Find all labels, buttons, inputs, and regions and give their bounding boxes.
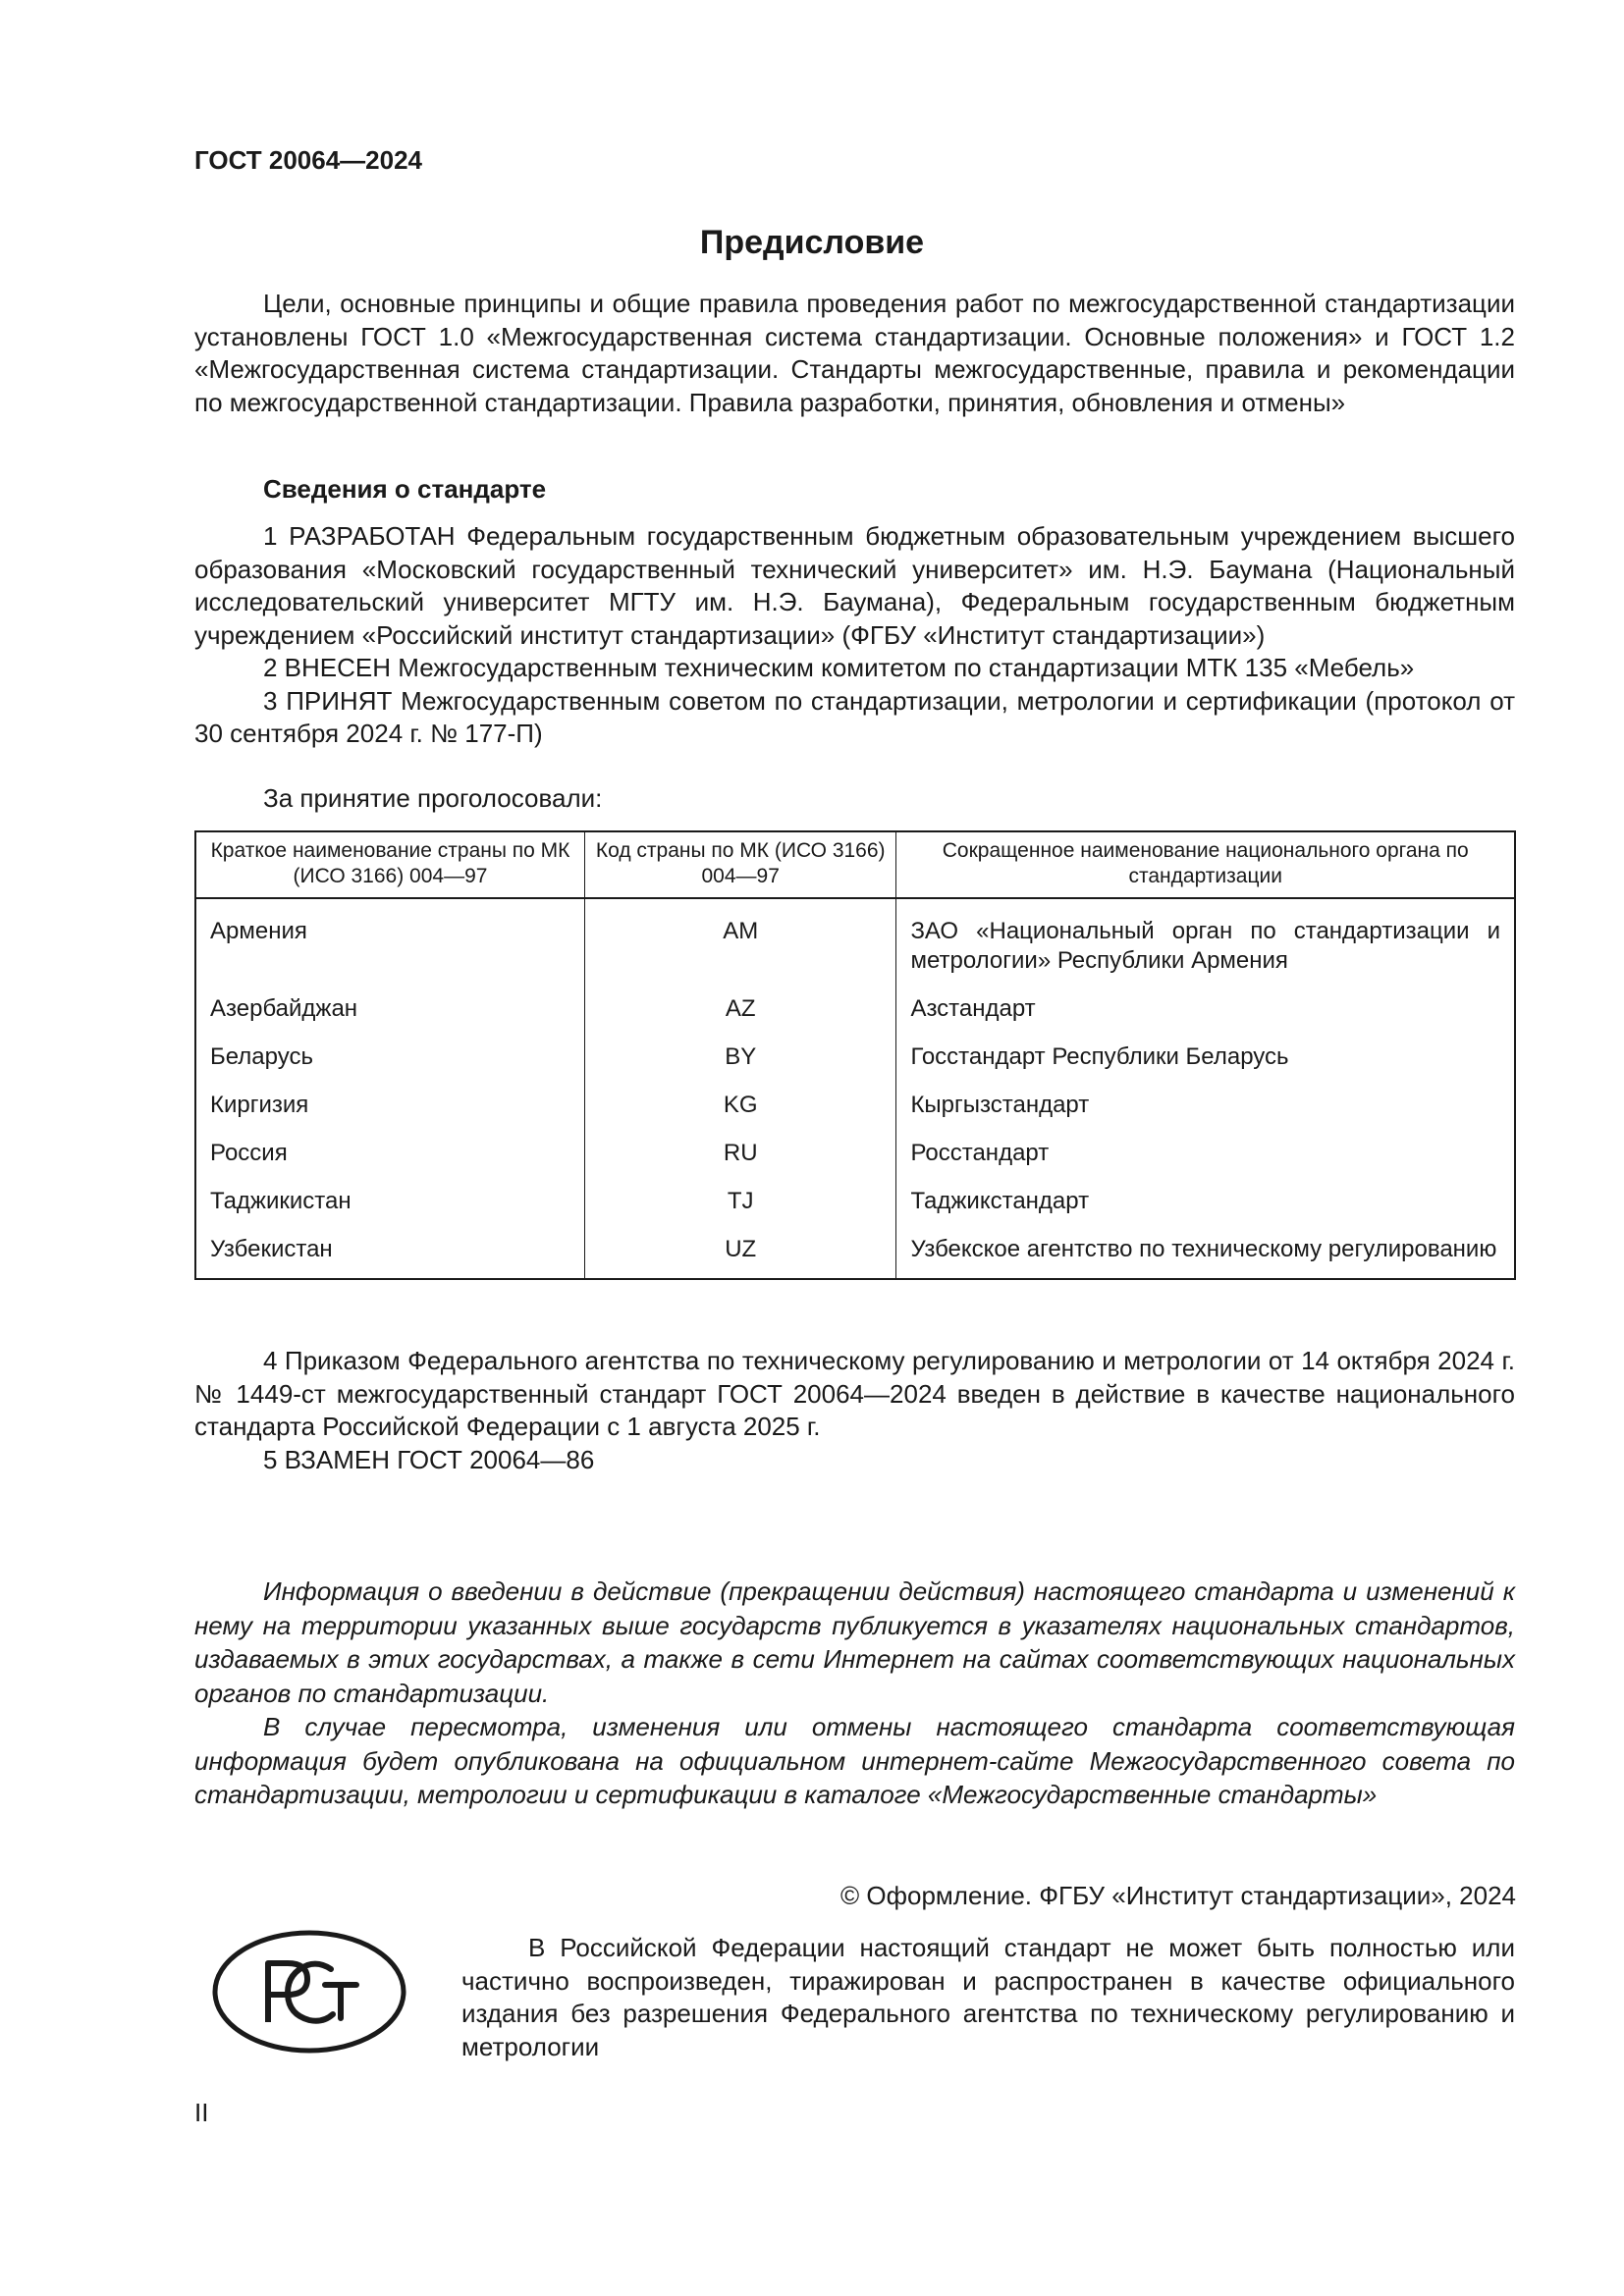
copyright-notice: © Оформление. ФГБУ «Институт стандартизации», 2024	[840, 1881, 1516, 1910]
pct-certification-mark-icon	[211, 1928, 407, 2062]
table-row	[195, 1024, 1515, 1072]
header-national-body: Сокращенное наименование национального органа по стандартизации	[896, 831, 1515, 898]
legal-notice: В Российской Федерации настоящий стандарт не может быть полностью или частично воспроизведен, тиражирован и распространен в качестве официального издания без разрешения Федерального агентства по техническому регулированию и метрологии	[461, 1933, 1515, 2061]
info-notes	[194, 1575, 1515, 1812]
code-cell: TJ	[584, 1168, 895, 1216]
votes-table	[194, 830, 1516, 1280]
code-cell: UZ	[584, 1216, 895, 1279]
body-cell: ЗАО «Национальный орган по стандартизации и метрологии» Республики Армения	[896, 898, 1515, 976]
table-row	[195, 898, 1515, 976]
info-note-2: В случае пересмотра, изменения или отмены настоящего стандарта соответствующая информация будет опубликована на официальном интернет-сайте Межгосударственного совета по стандартизации, метрологии и сертификации в каталоге «Межгосударственные стандарты»	[194, 1712, 1515, 1809]
info-item-5: 5 ВЗАМЕН ГОСТ 20064—86	[263, 1444, 595, 1474]
code-cell: KG	[584, 1072, 895, 1120]
country-cell: Беларусь	[210, 1043, 313, 1070]
table-row	[195, 1168, 1515, 1216]
table-row	[195, 1072, 1515, 1120]
body-cell: Кыргызстандарт	[896, 1072, 1515, 1120]
country-cell: Армения	[210, 918, 307, 944]
country-cell: Таджикистан	[210, 1188, 352, 1214]
standard-info-heading: Сведения о стандарте	[263, 474, 547, 504]
page-title: Предисловие	[699, 224, 925, 261]
code-cell: AZ	[584, 976, 895, 1024]
body-cell: Узбекское агентство по техническому регулированию	[896, 1216, 1515, 1279]
voted-label: За принятие проголосовали:	[263, 783, 603, 813]
info-item-2: 2 ВНЕСЕН Межгосударственным техническим комитетом по стандартизации МТК 135 «Мебель»	[263, 653, 1415, 682]
code-cell: BY	[584, 1024, 895, 1072]
country-cell: Киргизия	[210, 1092, 309, 1118]
intro-section	[194, 288, 1515, 419]
body-cell: Таджикстандарт	[896, 1168, 1515, 1216]
document-id-header: ГОСТ 20064—2024	[194, 145, 422, 175]
table-row	[195, 976, 1515, 1024]
country-cell: Узбекистан	[210, 1236, 333, 1262]
info-note-1: Информация о введении в действие (прекращении действия) настоящего стандарта и изменений к нему на территории указанных выше государств публикуется в указателях национальных стандартов, издаваемых в этих государствах, а также в сети Интернет на сайтах соответствующих национальных органов по стандартизации.	[194, 1576, 1515, 1708]
table-row	[195, 1120, 1515, 1168]
legal-notice-section	[461, 1932, 1515, 2063]
table-row	[195, 1216, 1515, 1279]
header-country-name: Краткое наименование страны по МК (ИСО 3166) 004—97	[195, 831, 584, 898]
standard-info-items	[194, 520, 1515, 751]
header-country-code: Код страны по МК (ИСО 3166) 004—97	[584, 831, 895, 898]
body-cell: Росстандарт	[896, 1120, 1515, 1168]
page-number: II	[194, 2098, 209, 2127]
table-header-row	[195, 831, 1515, 898]
info-item-1: 1 РАЗРАБОТАН Федеральным государственным бюджетным образовательным учреждением высшего образования «Московский государственный технический университет» им. Н.Э. Баумана (Национальный исследовательский университет МГТУ им. Н.Э. Баумана), Федеральным государственным бюджетным учреждением «Российский институт стандартизации» (ФГБУ «Институт стандартизации»)	[194, 521, 1515, 650]
code-cell: RU	[584, 1120, 895, 1168]
info-item-4: 4 Приказом Федерального агентства по техническому регулированию и метрологии от 14 октября 2024 г. № 1449-ст межгосударственный стандарт ГОСТ 20064—2024 введен в действие в качестве национального стандарта Российской Федерации с 1 августа 2025 г.	[194, 1346, 1515, 1441]
body-cell: Азстандарт	[896, 976, 1515, 1024]
intro-paragraph: Цели, основные принципы и общие правила проведения работ по межгосударственной стандартизации установлены ГОСТ 1.0 «Межгосударственная система стандартизации. Основные положения» и ГОСТ 1.2 «Межгосударственная система стандартизации. Стандарты межгосударственные, правила и рекомендации по межгосударственной стандартизации. Правила разработки, принятия, обновления и отмены»	[194, 289, 1515, 417]
body-cell: Госстандарт Республики Беларусь	[896, 1024, 1515, 1072]
items-after-table	[194, 1345, 1515, 1476]
country-cell: Азербайджан	[210, 995, 358, 1022]
code-cell: AM	[584, 898, 895, 976]
info-item-3: 3 ПРИНЯТ Межгосударственным советом по стандартизации, метрологии и сертификации (протокол от 30 сентября 2024 г. № 177-П)	[194, 685, 1515, 748]
country-cell: Россия	[210, 1140, 288, 1166]
